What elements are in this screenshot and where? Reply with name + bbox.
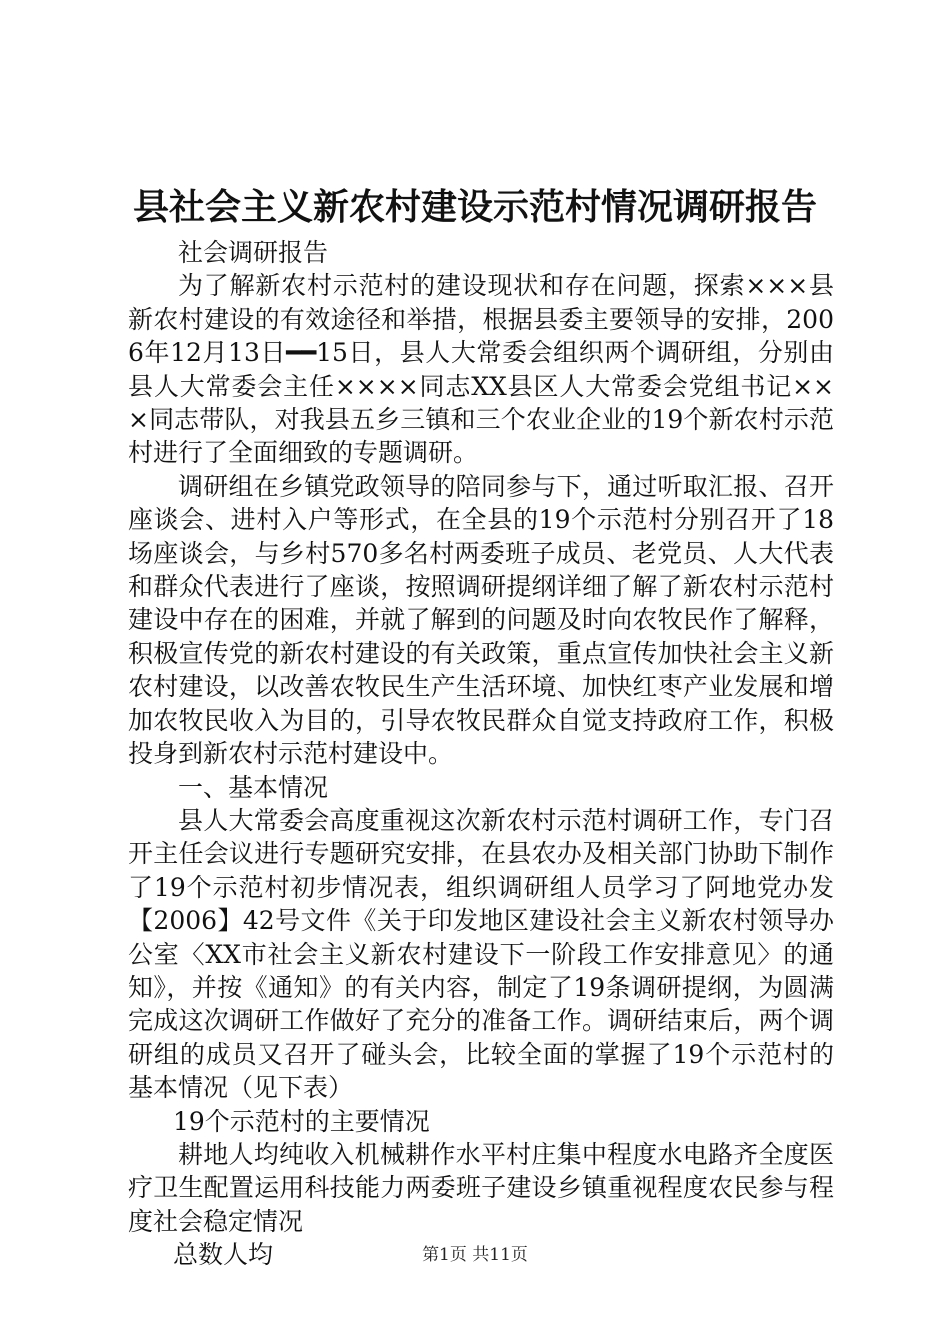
paragraph-intro: 为了解新农村示范村的建设现状和存在问题，探索×××县新农村建设的有效途径和举措，根据县委主要领导的安排，2006年12月13日━━15日，县人大常委会组织两个调研组，分别由县人大常委会主任××××同志XX县区人大常委会党组书记×××同志带队，对我县五乡三镇和三个农业企业的19个新农村示范村进行了全面细致的专题调研。 (128, 271, 834, 468)
table-subheader: 总数人均 (173, 1240, 274, 1270)
paragraph-method: 调研组在乡镇党政领导的陪同参与下，通过听取汇报、召开座谈会、进村入户等形式，在全县的19个示范村分别召开了18场座谈会，与乡村570多名村两委班子成员、老党员、人大代表和群众代表进行了座谈，按照调研提纲详细了解了新农村示范村建设中存在的困难，并就了解到的问题及时向农牧民作了解释，积极宣传党的新农村建设的有关政策，重点宣传加快社会主义新农村建设，以改善农牧民生产生活环境、加快红枣产业发展和增加农牧民收入为目的，引导农牧民群众自觉支持政府工作，积极投身到新农村示范村建设中。 (128, 471, 834, 769)
paragraph-basic: 县人大常委会高度重视这次新农村示范村调研工作，专门召开主任会议进行专题研究安排，在县农办及相关部门协助下制作了19个示范村初步情况表，组织调研组人员学习了阿地党办发【2006】42号文件《关于印发地区建设社会主义新农村领导办公室〈XX市社会主义新农村建设下一阶段工作安排意见〉的通知》，并按《通知》的有关内容，制定了19条调研提纲，为圆满完成这次调研工作做好了充分的准备工作。调研结束后，两个调研组的成员又召开了碰头会，比较全面的掌握了19个示范村的基本情况（见下表） (128, 805, 834, 1103)
document-title: 县社会主义新农村建设示范村情况调研报告 (132, 186, 817, 228)
table-headers: 耕地人均纯收入机械耕作水平村庄集中程度水电路齐全度医疗卫生配置运用科技能力两委班子建设乡镇重视程度农民参与程度社会稳定情况 (128, 1139, 834, 1236)
table-caption: 19个示范村的主要情况 (173, 1106, 430, 1136)
document-body (128, 236, 834, 1272)
page-footer: 第1页 共11页 (422, 1245, 528, 1265)
paragraph-report-type: 社会调研报告 (178, 238, 329, 267)
section-heading-basic: 一、基本情况 (178, 772, 329, 802)
